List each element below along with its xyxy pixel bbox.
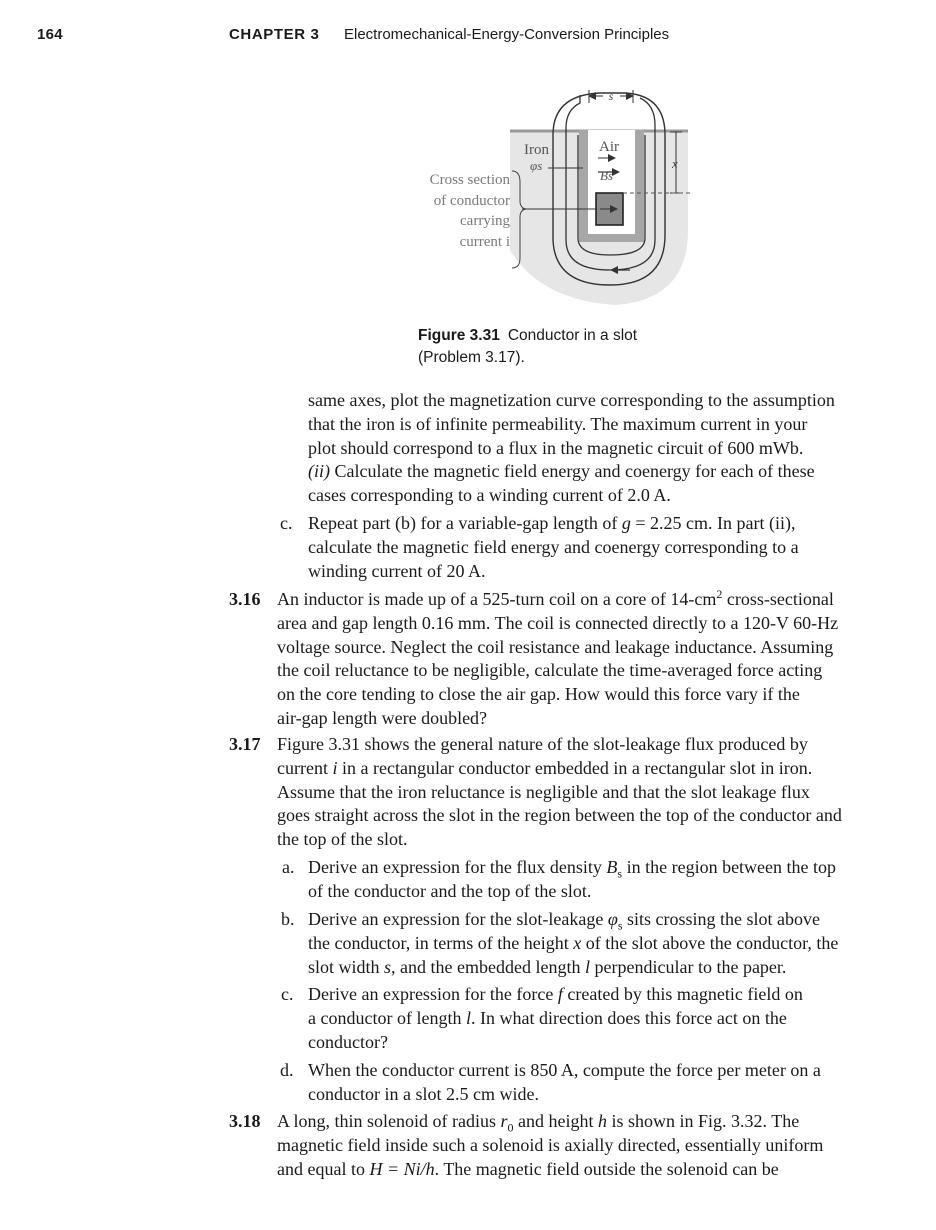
figure-number: Figure 3.31 xyxy=(418,327,500,344)
part-c-marker: c. xyxy=(280,513,293,533)
text-line: Figure 3.31 shows the general nature of the slot-leakage flux produced by xyxy=(277,734,808,754)
figure-caption xyxy=(418,325,718,369)
problem-number: 3.18 xyxy=(229,1111,261,1131)
phi-label: φs xyxy=(530,158,543,173)
text-line: air-gap length were doubled? xyxy=(277,707,488,728)
part-d-marker: d. xyxy=(280,1060,294,1080)
page-number: 164 xyxy=(37,26,63,43)
s-label: s xyxy=(608,89,614,103)
part-b-marker: b. xyxy=(281,909,295,929)
text-line: When the conductor current is 850 A, compute the force per meter on a xyxy=(308,1060,821,1080)
text-line: goes straight across the slot in the region between the top of the conductor and xyxy=(277,805,842,826)
text-line: area and gap length 0.16 mm. The coil is connected directly to a 120-V 60-Hz xyxy=(277,612,839,633)
part-ii-marker: (ii) xyxy=(308,461,330,482)
cross-section-line: current i xyxy=(459,233,510,250)
problem-3-16 xyxy=(229,588,838,731)
text-line: An inductor is made up of a 525-turn coil on a core of $14-cm^2$ cross-sectional xyxy=(277,587,834,609)
chapter-label: CHAPTER 3 xyxy=(229,26,320,43)
cross-section-line: Cross section xyxy=(429,172,510,188)
text-line: and equal to H = Ni/h. The magnetic field outside the solenoid can be xyxy=(277,1158,779,1179)
text-line: A long, thin solenoid of radius $r_0$ and height h is shown in Fig. 3.32. The xyxy=(277,1111,800,1135)
bs-label: Bs xyxy=(600,168,613,183)
part-b-item xyxy=(281,908,838,979)
text-line: same axes, plot the magnetization curve corresponding to the assumption xyxy=(308,390,835,410)
text-line: plot should correspond to a flux in the magnetic circuit of 600 mWb. xyxy=(308,437,804,458)
problem-number: 3.16 xyxy=(229,589,261,609)
caption-text: Conductor in a slot xyxy=(507,327,638,344)
running-header xyxy=(0,26,936,50)
caption-problem-ref: (Problem 3.17). xyxy=(418,349,525,366)
text-line: a conductor of length l. In what direction does this force act on the xyxy=(308,1007,787,1028)
text-line: magnetic field inside such a solenoid is axially directed, essentially uniform xyxy=(277,1134,824,1155)
x-label: x xyxy=(672,156,678,171)
text-line: calculate the magnetic field energy and coenergy corresponding to a xyxy=(308,536,799,557)
text-line: Derive an expression for the flux density $B_s$ in the region between the top xyxy=(308,857,837,881)
text-line: winding current of 20 A. xyxy=(308,560,486,581)
problem-3-17 xyxy=(229,733,842,852)
text-line: Derive an expression for the force f created by this magnetic field on xyxy=(308,984,803,1004)
text-line: slot width s, and the embedded length l perpendicular to the paper. xyxy=(308,956,787,977)
cross-section-line: of conductor xyxy=(433,192,510,209)
part-c-item xyxy=(281,983,803,1054)
text-line: voltage source. Neglect the coil resistance and leakage inductance. Assuming xyxy=(277,636,834,657)
text-line: the coil reluctance to be negligible, calculate the time-averaged force acting xyxy=(277,660,823,681)
text-line: Repeat part (b) for a variable-gap length of g = 2.25 cm. In part (ii), xyxy=(308,513,796,533)
text-line: the top of the slot. xyxy=(277,829,408,850)
part-c-item xyxy=(280,512,799,583)
text-line: conductor? xyxy=(308,1031,388,1052)
text-line: conductor in a slot 2.5 cm wide. xyxy=(308,1083,539,1104)
continuation-block xyxy=(308,389,835,508)
problem-3-18 xyxy=(229,1110,823,1181)
chapter-title: Electromechanical-Energy-Conversion Principles xyxy=(344,26,670,43)
cross-section-label xyxy=(400,170,510,252)
part-a-marker: a. xyxy=(282,857,295,877)
part-c-marker: c. xyxy=(281,984,294,1004)
text-line: the conductor, in terms of the height x of the slot above the conductor, the xyxy=(308,932,839,953)
text-line: Assume that the iron reluctance is negligible and that the slot leakage flux xyxy=(277,781,810,802)
text-line: (ii) Calculate the magnetic field energy and coenergy for each of these xyxy=(308,461,815,482)
problem-number: 3.17 xyxy=(229,734,261,754)
text-line: on the core tending to close the air gap. How would this force vary if the xyxy=(277,684,800,705)
text-line: current i in a rectangular conductor embedded in a rectangular slot in iron. xyxy=(277,757,813,778)
text-line: of the conductor and the top of the slot. xyxy=(308,880,592,901)
part-d-item xyxy=(280,1059,821,1107)
text-line: cases corresponding to a winding current of 2.0 A. xyxy=(308,485,671,506)
iron-label: Iron xyxy=(524,142,549,158)
text-line: that the iron is of infinite permeability. The maximum current in your xyxy=(308,413,808,434)
cross-section-line: carrying xyxy=(460,213,510,229)
text-line: Derive an expression for the slot-leakage $\varphi_s$ sits crossing the slot above xyxy=(308,909,821,933)
air-label: Air xyxy=(599,139,619,155)
part-a-item xyxy=(282,856,836,904)
